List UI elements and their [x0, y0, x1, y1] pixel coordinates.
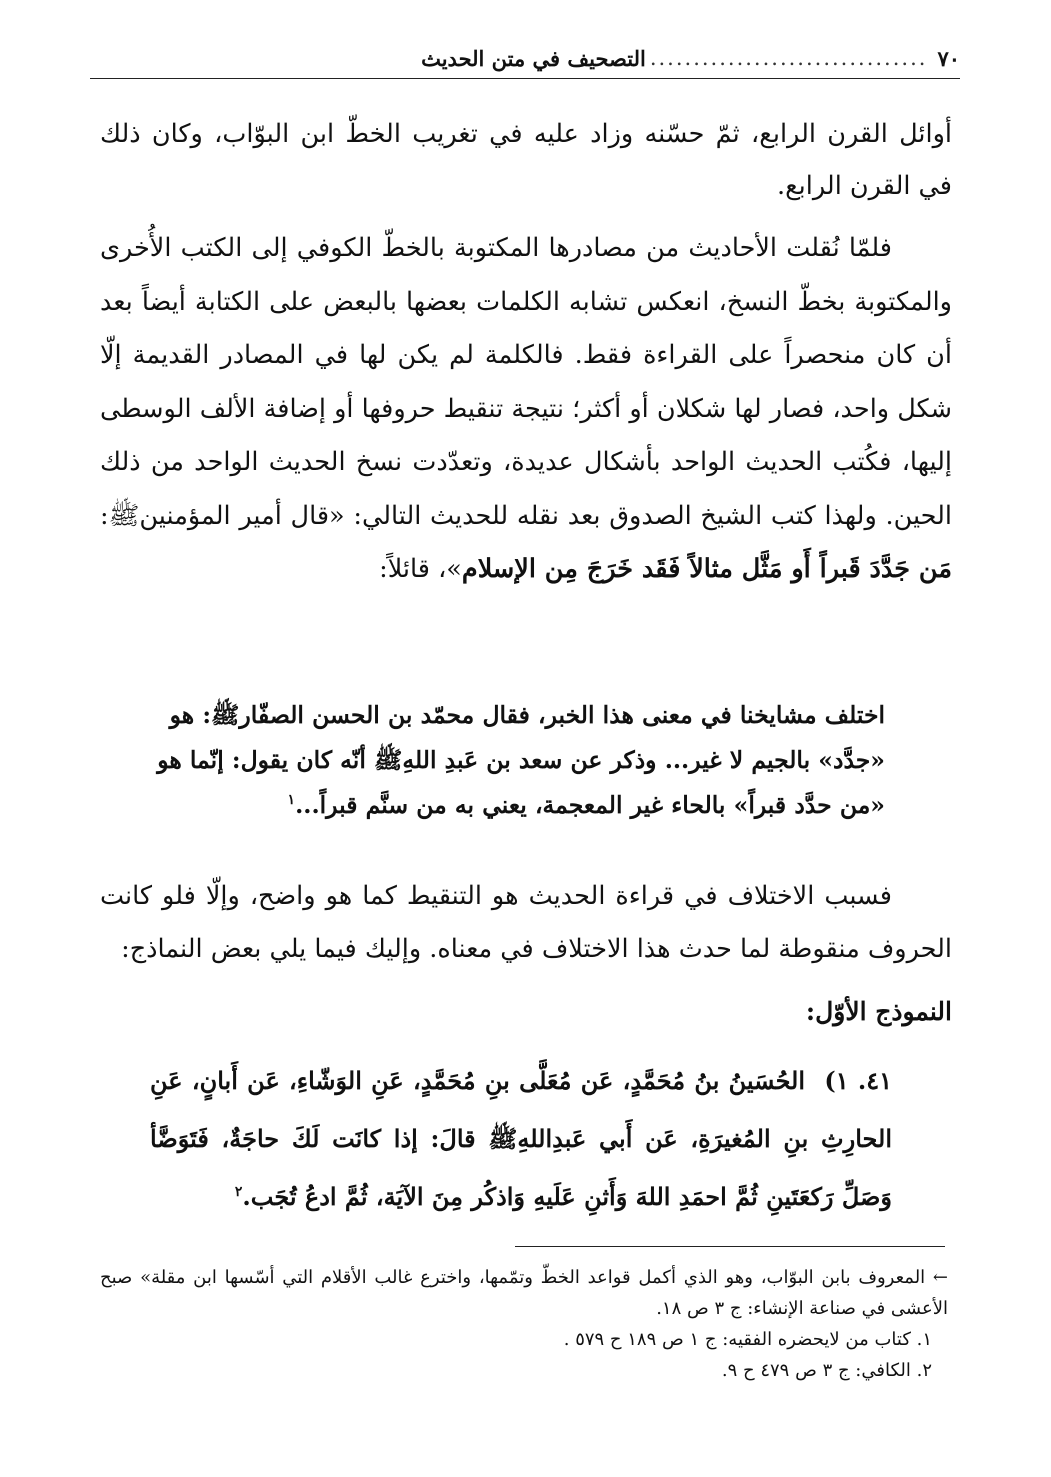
footnote-continuation: ← المعروف بابن البوّاب، وهو الذي أكمل قواعد الخطّ وتمّمها، واخترع غالب الأقلام التي أسّسها ابن مقلة» صبح الأعشى في صناعة الإنشاء: ج ٣ ص ١٨.: [100, 1267, 948, 1319]
header-leader-dots: ................................: [649, 46, 928, 70]
hadith-text: الحُسَينُ بنُ مُحَمَّدٍ، عَن مُعَلَّى بنِ مُحَمَّدٍ، عَنِ الوَشّاءِ، عَن أَبانٍ، عَنِ الحارِثِ بنِ المُغيرَةِ، عَن أَبي عَبدِاللهِﷺ قالَ: إذا كانَت لَكَ حاجَةٌ، فَتَوَضَّأ وَصَلِّ رَكعَتَينِ ثُمَّ احمَدِ اللهَ وَأَثنِ عَلَيهِ وَاذكُر مِنَ الآيَة، ثُمَّ ادعُ تُجَب.: [150, 1066, 892, 1211]
hadith-entry: [150, 1052, 892, 1226]
footnote-divider: [515, 1246, 945, 1247]
header-title: التصحيف في متن الحديث: [421, 45, 646, 71]
paragraph-2-end: »، قائلاً:: [379, 554, 462, 584]
running-header: [90, 38, 960, 79]
footnote-ref-1: ١: [287, 792, 296, 809]
paragraph-1: أوائل القرن الرابع، ثمّ حسّنه وزاد عليه في تغريب الخطّ ابن البوّاب، وكان ذلك في القرن الرابع.: [100, 119, 952, 201]
section-heading: النموذج الأوّل:: [805, 997, 952, 1026]
paragraph-2-text: فلمّا نُقلت الأحاديث من مصادرها المكتوبة بالخطّ الكوفي إلى الكتب الأُخرى والمكتوبة بخطّ النسخ، انعكس تشابه الكلمات بعضها بالبعض على الكتابة أيضاً بعد أن كان منحصراً على القراءة فقط. فالكلمة لم يكن لها في المصادر القديمة إلّا شكل واحد، فصار لها شكلان أو أكثر؛ نتيجة تنقيط حروفها أو إضافة الألف الوسطى إليها، فكُتب الحديث الواحد بأشكال عديدة، وتعدّدت نسخ الحديث الواحد من ذلك الحين. ولهذا كتب الشيخ الصدوق بعد نقله للحديث التالي: «قال أمير المؤمنينﷺ:: [100, 233, 952, 531]
paragraph-3: فسبب الاختلاف في قراءة الحديث هو التنقيط كما هو واضح، وإلّا فلو كانت الحروف منقوطة لما حدث هذا الاختلاف في معناه. وإليك فيما يلي بعض النماذج:: [100, 881, 952, 964]
footnotes: [100, 1262, 952, 1386]
footnote-2: ٢. الكافي: ج ٣ ص ٤٧٩ ح ٩.: [721, 1360, 932, 1381]
block-quote: [155, 693, 885, 828]
paragraph-2-hadith: مَن جَدَّدَ قَبراً أَو مَثَّل مثالاً فَقَد خَرَجَ مِن الإسلام: [461, 554, 952, 584]
hadith-number: ٤١. ١): [824, 1066, 892, 1095]
block-quote-text: اختلف مشايخنا في معنى هذا الخبر، فقال محمّد بن الحسن الصفّارﷺ: هو «جدَّد» بالجيم لا غير... وذكر عن سعد بن عَبدِ اللهِﷺ أنّه كان يقول: إنّما هو «من حدَّد قبراً» بالحاء غير المعجمة، يعني به من سنَّم قبراً...: [157, 701, 885, 819]
page-number: ٧٠: [937, 45, 960, 71]
footnote-1: ١. كتاب من لايحضره الفقيه: ج ١ ص ١٨٩ ح ٥٧٩ .: [563, 1329, 932, 1350]
paragraph-2: [100, 222, 952, 597]
footnote-ref-2: ٢: [234, 1184, 243, 1200]
